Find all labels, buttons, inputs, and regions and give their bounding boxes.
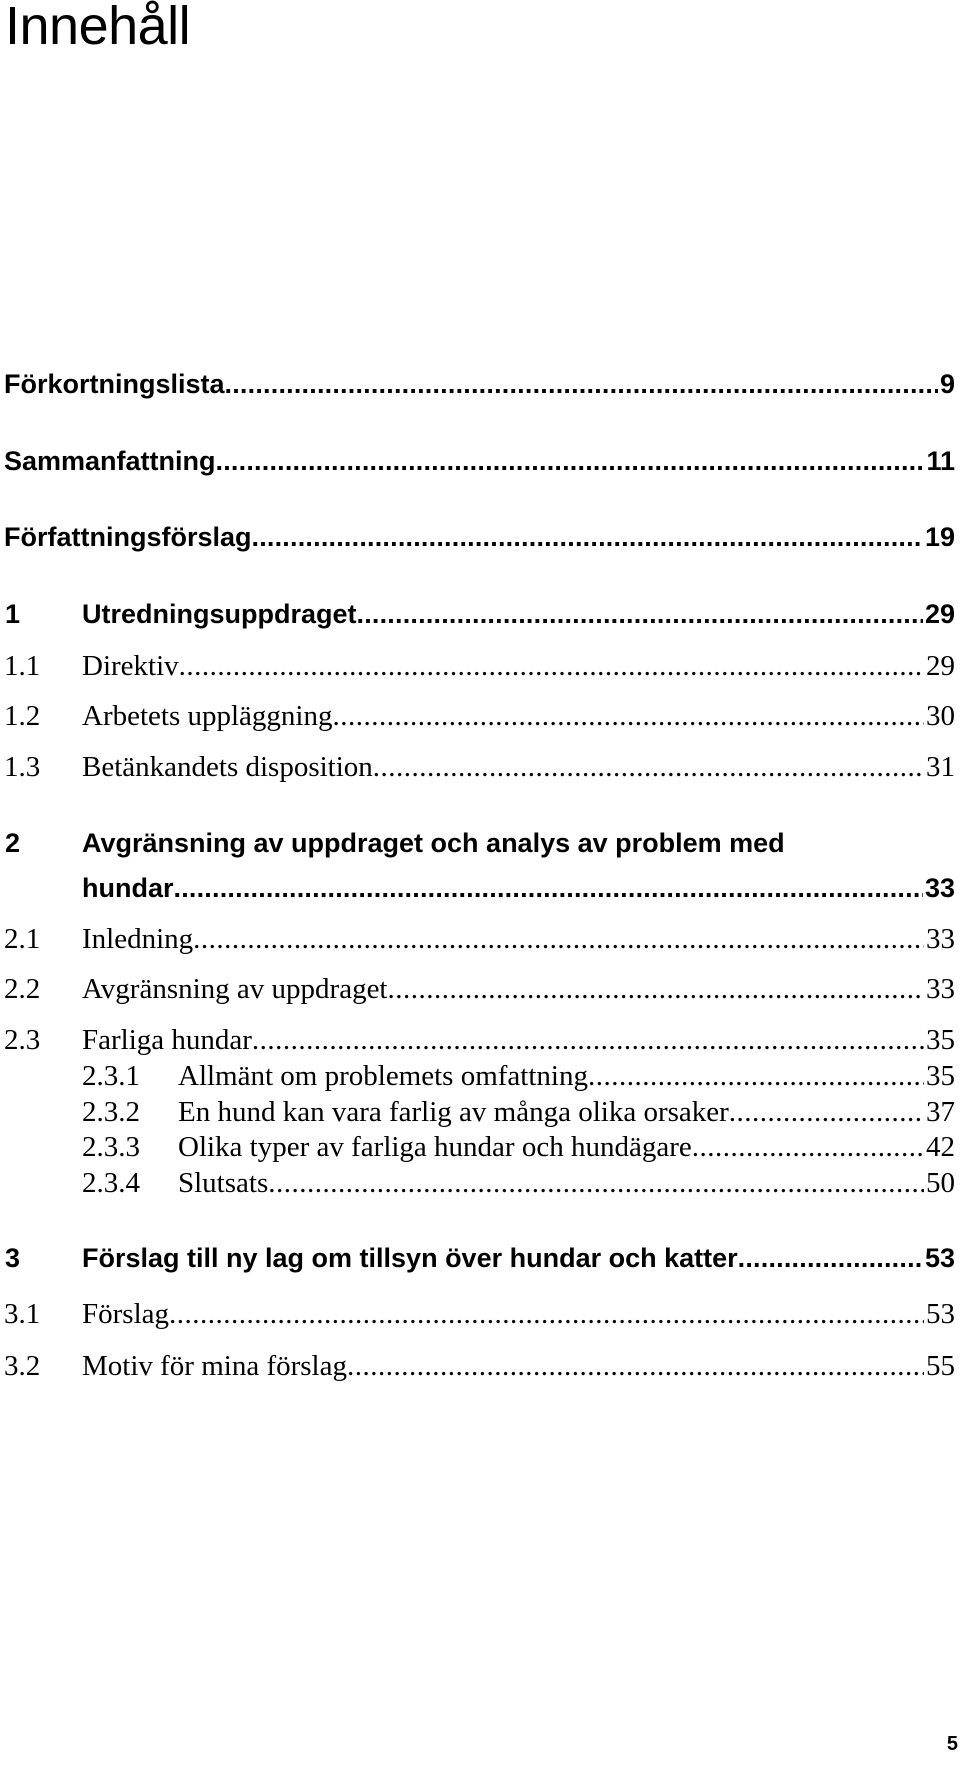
toc-entry-title: Inledning [82,923,194,955]
toc-entry-page: 37 [926,1096,955,1128]
toc-entry-2-3-4[interactable] [0,1163,960,1207]
toc-entry-title: Direktiv [82,650,179,682]
toc-entry-page: 29 [926,650,955,682]
dot-leader [169,1294,924,1334]
toc-entry-title: Betänkandets disposition [82,751,373,783]
toc-entry-page: 55 [926,1350,955,1382]
toc-entry-page: 33 [926,923,955,955]
toc-entry-title-line1: Avgränsning av uppdraget och analys av problem med [82,828,785,858]
toc-entry-title: Motiv för mina förslag [82,1350,347,1382]
dot-leader [388,969,925,1009]
toc-entry-page: 35 [926,1024,955,1056]
toc-entry-page: 35 [926,1060,955,1092]
toc-entry-page: 30 [926,700,955,732]
toc-entry-number: 2.3.1 [82,1060,140,1092]
toc-entry-page: 11 [926,446,955,476]
toc-entry-page: 42 [926,1131,955,1163]
toc-entry-page: 33 [926,973,955,1005]
toc-entry-number: 2.1 [4,923,41,955]
toc-entry-page: 50 [926,1167,955,1199]
toc-entry-number: 2.3 [4,1024,41,1056]
toc-entry-title: Förslag till ny lag om tillsyn över hundar och katter [82,1243,738,1273]
dot-leader [692,1127,924,1167]
dot-leader [225,364,938,404]
toc-entry-sammanfattning[interactable] [0,441,960,485]
dot-leader [252,1020,924,1060]
dot-leader [373,747,924,787]
toc-entry-title: Utredningsuppdraget [82,599,357,629]
toc-entry-3-1[interactable] [0,1294,960,1338]
dot-leader [174,868,923,908]
toc-entry-1-3[interactable] [0,747,960,791]
dot-leader [729,1092,924,1132]
toc-entry-title: Författningsförslag [4,522,252,552]
toc-entry-1-1[interactable] [0,646,960,690]
dot-leader [332,696,924,736]
dot-leader [193,919,924,959]
toc-entry-page: 9 [939,369,955,399]
toc-entry-number: 1.2 [4,700,41,732]
toc-entry-title: Arbetets uppläggning [82,700,333,732]
toc-entry-3-2[interactable] [0,1346,960,1390]
toc-entry-1-2[interactable] [0,696,960,740]
dot-leader [216,441,925,481]
dot-leader [588,1056,924,1096]
toc-entry-forkortningslista[interactable] [0,364,960,408]
dot-leader [357,594,923,634]
page-title: Innehåll [5,0,191,56]
dot-leader [347,1346,924,1386]
toc-entry-number: 3.1 [4,1298,41,1330]
toc-entry-page: 33 [924,873,955,903]
toc-entry-title: Slutsats [178,1167,269,1199]
toc-entry-2-2[interactable] [0,969,960,1013]
toc-entry-2-1[interactable] [0,919,960,963]
toc-entry-page: 53 [926,1298,955,1330]
toc-entry-number: 1.1 [4,650,41,682]
dot-leader [268,1163,924,1203]
toc-entry-number: 1.3 [4,751,41,783]
toc-entry-title: En hund kan vara farlig av många olika orsaker [178,1096,729,1128]
toc-entry-number: 3.2 [4,1350,41,1382]
toc-entry-title: Farliga hundar [82,1024,252,1056]
toc-entry-title: Avgränsning av uppdraget [82,973,388,1005]
toc-entry-number: 2.3.2 [82,1096,140,1128]
dot-leader [738,1238,923,1278]
toc-entry-forfattningsforslag[interactable] [0,517,960,561]
page-number: 5 [946,1733,958,1755]
toc-entry-page: 31 [926,751,955,783]
toc-entry-page: 53 [924,1243,955,1273]
toc-entry-number: 2 [5,828,21,858]
toc-entry-title: Allmänt om problemets omfattning [178,1060,588,1092]
toc-entry-chapter-1[interactable] [0,594,960,638]
toc-entry-number: 2.3.3 [82,1131,140,1163]
toc-entry-title: Sammanfattning [4,446,216,476]
toc-entry-number: 1 [5,599,21,629]
toc-entry-chapter-2[interactable] [0,823,960,913]
toc-entry-title: Olika typer av farliga hundar och hundägare [178,1131,692,1163]
toc-entry-page: 29 [924,599,955,629]
toc-entry-page: 19 [924,522,955,552]
toc-entry-number: 2.3.4 [82,1167,140,1199]
toc-entry-chapter-3[interactable] [0,1238,960,1282]
dot-leader [179,646,924,686]
toc-entry-number: 3 [5,1243,21,1273]
toc-entry-number: 2.2 [4,973,41,1005]
dot-leader [252,517,923,557]
toc-entry-title: Förslag [82,1298,169,1330]
toc-entry-title: Förkortningslista [4,369,225,399]
toc-entry-title: hundar [82,873,174,903]
